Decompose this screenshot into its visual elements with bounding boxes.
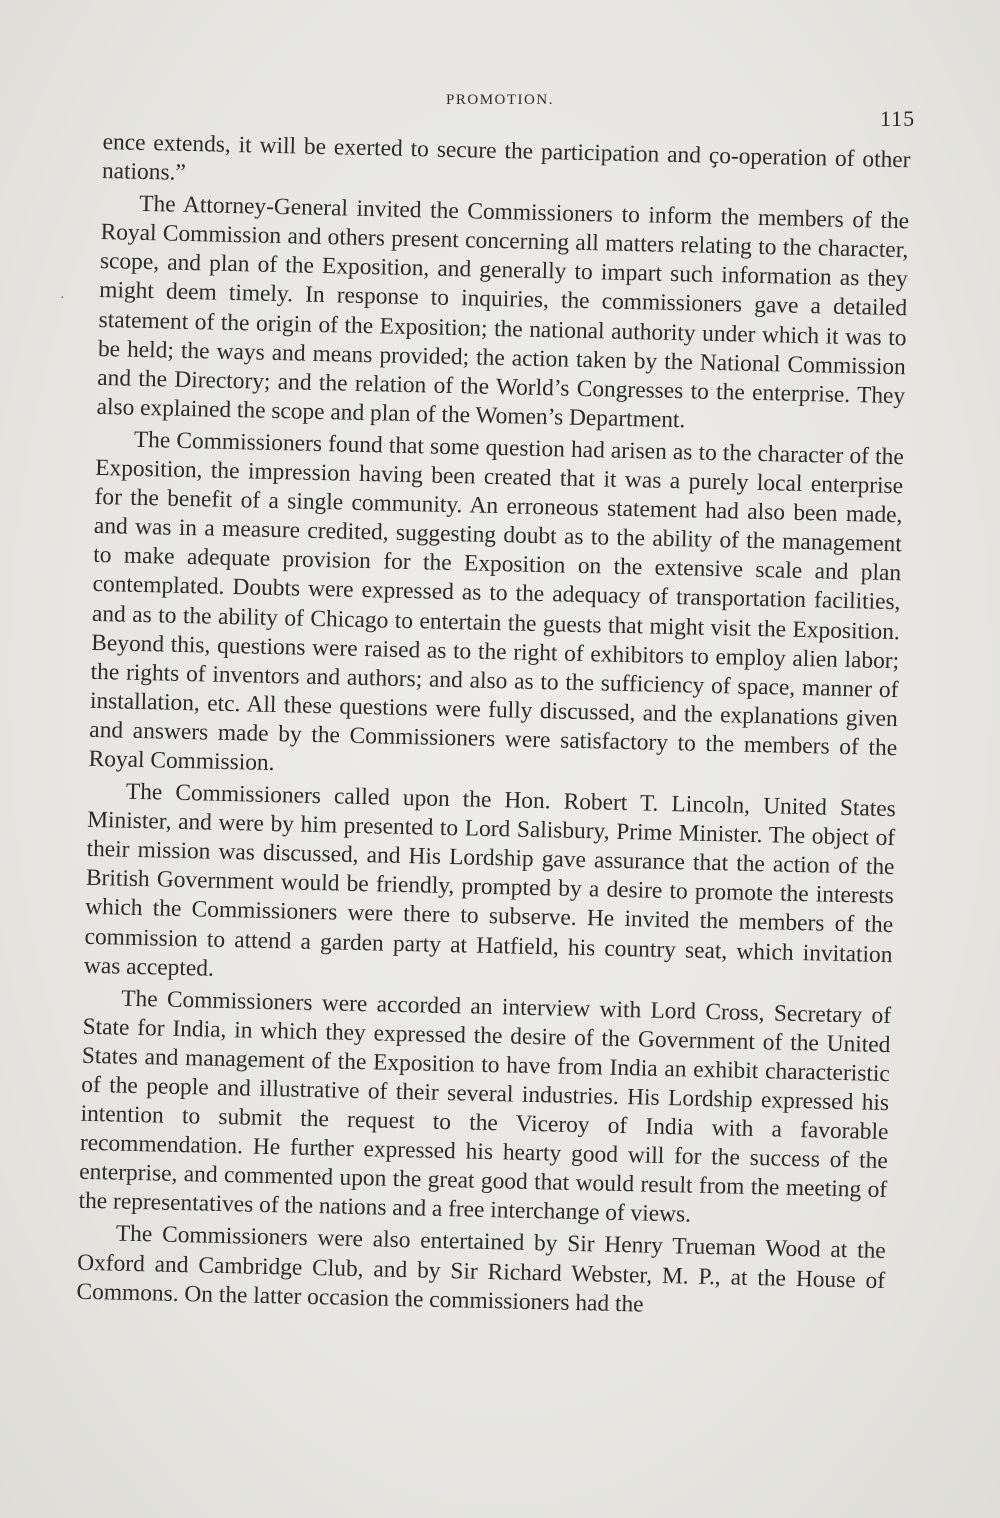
paragraph-entertained: The Commissioners were also entertained by Sir Henry Trueman Wood at the Oxford and Cambridge Club, and by Sir Richard Webster, M. P., at the House of Commons. On the latter occasion the commissioners had the — [76, 1221, 887, 1318]
paragraph-lord-cross: The Commissioners were accorded an interview with Lord Cross, Secretary of State for India, in which they expressed the desire of the Government of the United States and management of the Exposition to have from India an exhibit characteristic of the people and illustrative of their several industries. His Lordship expressed his intention to submit the request to the Viceroy of India with a favorable recommendation. He further expressed his hearty good will for the success of the enterprise, and commented upon the great good that would result from the meeting of the representatives of the nations and a free interchange of views. — [78, 985, 892, 1228]
paragraph-lincoln-salisbury: The Commissioners called upon the Hon. Robert T. Lincoln, United States Minister, and were by him presented to Lord Salisbury, Prime Minister. The object of their mission was discussed, and His Lordship gave assurance that the action of the British Government would be friendly, prompted by a desire to promote the interests which the Commissioners were there to subserve. He invited the members of the commission to attend a garden party at Hatfield, his country seat, which invitation was accepted. — [83, 778, 897, 982]
margin-mark: · — [60, 291, 65, 306]
page-number: 115 — [880, 106, 916, 131]
paragraph-character-of-exposition: The Commissioners found that some question had arisen as to the character of the Exposition, the impression having been created that it was a purely local enterprise for the benefit of a single community. An erroneous statement had also been made, and was in a measure credited, suggesting doubt as to the ability of the management to make adequate provision for the Exposition on the extensive scale and plan contemplated. Doubts were expressed as to the adequacy of transportation facilities, and as to the ability of Chicago to entertain the guests that might visit the Exposition. Beyond this, questions were raised as to the right of exhibitors to employ alien labor; the rights of inventors and authors; and also as to the sufficiency of space, manner of installation, etc. All these questions were fully discussed, and the explanations given and answers made by the Commissioners were satisfactory to the members of the Royal Commission. — [88, 426, 905, 777]
paragraph-continuation: ence extends, it will be exerted to secure the participation and ҫo-operation of other nations.” — [101, 128, 911, 186]
body-text — [76, 128, 911, 1325]
paragraph-attorney-general: The Attorney-General invited the Commissioners to inform the members of the Royal Commission and others present concerning all matters relating to the character, scope, and plan of the Exposition, and generally to impart such information as they might deem timely. In response to inquiries, the commissioners gave a detailed statement of the origin of the Exposition; the national authority under which it was to be held; the ways and means provided; the action taken by the National Commission and the Directory; and the relation of the World’s Congresses to the enterprise. They also explained the scope and plan of the Women’s Department. — [96, 191, 910, 434]
running-head: PROMOTION. — [446, 92, 554, 108]
